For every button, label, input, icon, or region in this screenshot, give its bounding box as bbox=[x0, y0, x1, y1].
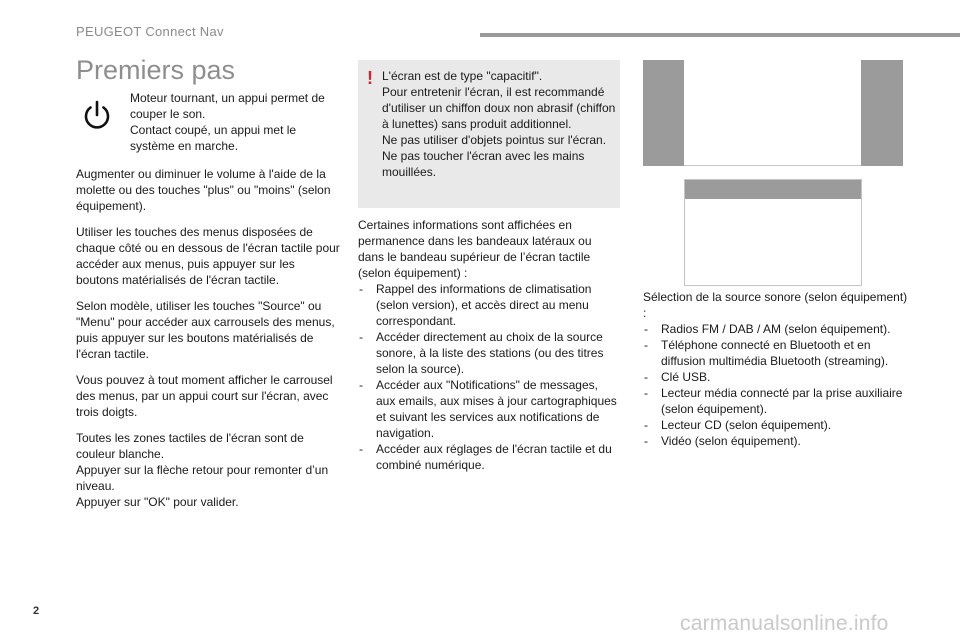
screen-display-area bbox=[684, 60, 861, 166]
power-text-line: Moteur tournant, un appui permet de couper le son. bbox=[130, 91, 325, 121]
list-item: - Vidéo (selon équipement). bbox=[643, 433, 913, 449]
warning-box bbox=[358, 60, 620, 208]
list-item: - Clé USB. bbox=[643, 369, 913, 385]
power-text-line: Contact coupé, un appui met le système en marche. bbox=[130, 123, 297, 153]
paragraph: Utiliser les touches des menus disposées de chaque côté ou en dessous de l'écran tactile pour accéder aux menus, puis appuyer sur les boutons matérialisés de l'écran tactile. bbox=[76, 225, 340, 287]
list-item: - Téléphone connecté en Bluetooth et en diffusion multimédia Bluetooth (streaming). bbox=[643, 337, 913, 369]
paragraph: Certaines informations sont affichées en permanence dans les bandeaux latéraux ou dans le bandeau supérieur de l’écran tactile (selon équipement) : bbox=[358, 218, 592, 280]
list-item: - Accéder aux réglages de l'écran tactile et du combiné numérique. bbox=[358, 441, 620, 473]
warning-line: L'écran est de type "capacitif". bbox=[382, 69, 543, 83]
text-line: Toutes les zones tactiles de l'écran sont de couleur blanche. bbox=[76, 431, 304, 461]
list-item: - Radios FM / DAB / AM (selon équipement). bbox=[643, 321, 913, 337]
power-icon bbox=[82, 100, 112, 132]
warning-line: Pour entretenir l'écran, il est recommandé d'utiliser un chiffon doux non abrasif (chiffon à lunettes) sans produit additionnel. bbox=[382, 85, 616, 131]
list-item: - Accéder directement au choix de la source sonore, à la liste des stations (ou des titres selon la source). bbox=[358, 329, 620, 377]
warning-icon: ! bbox=[367, 68, 373, 88]
page-number: 2 bbox=[33, 605, 40, 617]
power-button-description bbox=[130, 90, 340, 154]
list-item: - Lecteur média connecté par la prise auxiliaire (selon équipement). bbox=[643, 385, 913, 417]
paragraph: Vous pouvez à tout moment afficher le carrousel des menus, par un appui court sur l'écran, avec trois doigts. bbox=[76, 373, 333, 419]
screen-diagram-side-bands bbox=[643, 60, 903, 166]
warning-line: Ne pas utiliser d'objets pointus sur l'écran. bbox=[382, 133, 607, 147]
paragraph: Sélection de la source sonore (selon équipement) : bbox=[643, 290, 908, 320]
text-line: Appuyer sur "OK" pour valider. bbox=[76, 495, 239, 509]
page-title: Premiers pas bbox=[76, 55, 236, 85]
list-item: - Rappel des informations de climatisation (selon version), et accès direct au menu correspondant. bbox=[358, 281, 620, 329]
left-column bbox=[76, 166, 340, 510]
touch-zones-paragraph bbox=[76, 430, 340, 510]
paragraph: Augmenter ou diminuer le volume à l'aide de la molette ou des touches "plus" ou "moins" (selon équipement). bbox=[76, 167, 331, 213]
right-column bbox=[643, 289, 913, 449]
screen-diagram-top-band bbox=[684, 179, 862, 286]
source-list bbox=[643, 321, 913, 449]
warning-text bbox=[382, 68, 618, 180]
info-list bbox=[358, 281, 620, 473]
watermark: carmanualsonline.info bbox=[680, 612, 889, 635]
header-divider bbox=[480, 33, 960, 37]
header-title: PEUGEOT Connect Nav bbox=[76, 24, 224, 39]
screen-top-band bbox=[685, 180, 861, 199]
list-item: - Accéder aux "Notifications" de messages, aux emails, aux mises à jour cartographiques et suivant les services aux notifications de navigation. bbox=[358, 377, 620, 441]
list-item: - Lecteur CD (selon équipement). bbox=[643, 417, 913, 433]
text-line: Appuyer sur la flèche retour pour remonter d’un niveau. bbox=[76, 463, 329, 493]
paragraph: Selon modèle, utiliser les touches "Source" ou "Menu" pour accéder aux carrousels des menus, puis appuyer sur les boutons matérialisés de l'écran tactile. bbox=[76, 299, 335, 361]
middle-column bbox=[358, 217, 620, 473]
warning-line: Ne pas toucher l'écran avec les mains mouillées. bbox=[382, 149, 585, 179]
